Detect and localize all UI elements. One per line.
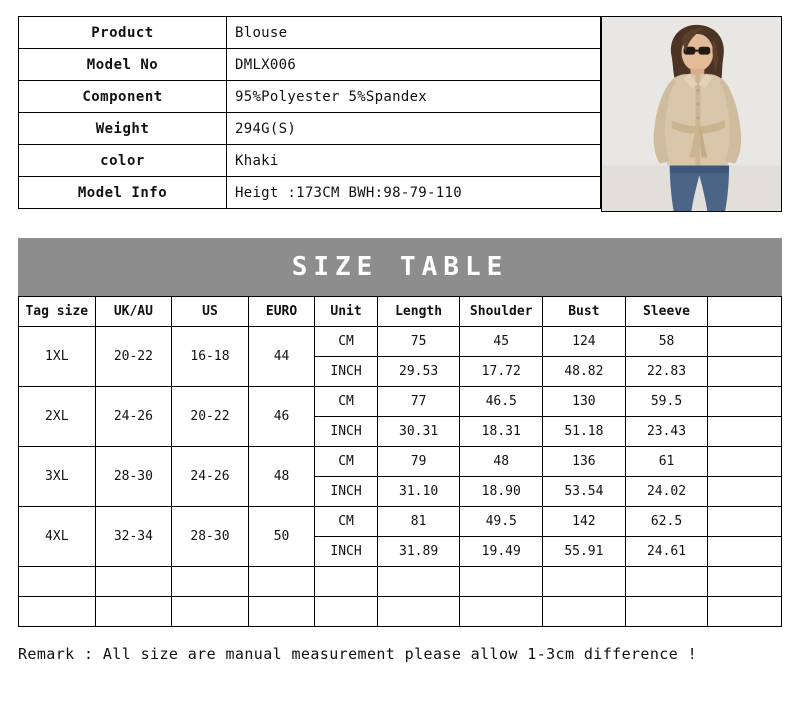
col-header-sleeve: Sleeve xyxy=(625,297,708,327)
col-header-bust: Bust xyxy=(543,297,626,327)
cell-sleeve: 22.83 xyxy=(625,357,708,387)
size-table-title: SIZE TABLE xyxy=(18,238,782,296)
cell-spare xyxy=(708,357,782,387)
cell-us: 20-22 xyxy=(172,387,249,447)
col-header-uk-au: UK/AU xyxy=(95,297,172,327)
cell-unit: CM xyxy=(315,387,377,417)
cell-bust: 53.54 xyxy=(543,477,626,507)
col-header-spare xyxy=(708,297,782,327)
model-photo-illustration xyxy=(602,17,781,211)
cell-length: 81 xyxy=(377,507,460,537)
cell-us: 24-26 xyxy=(172,447,249,507)
table-row xyxy=(19,387,782,417)
product-photo xyxy=(601,16,782,212)
col-header-length: Length xyxy=(377,297,460,327)
cell-blank xyxy=(95,597,172,627)
cell-blank xyxy=(708,597,782,627)
info-label: Model Info xyxy=(19,177,227,209)
cell-blank xyxy=(543,597,626,627)
cell-sleeve: 59.5 xyxy=(625,387,708,417)
cell-spare xyxy=(708,477,782,507)
cell-spare xyxy=(708,327,782,357)
table-row xyxy=(19,49,601,81)
cell-blank xyxy=(543,567,626,597)
table-row xyxy=(19,113,601,145)
cell-unit: INCH xyxy=(315,417,377,447)
cell-sleeve: 58 xyxy=(625,327,708,357)
table-row xyxy=(19,177,601,209)
cell-blank xyxy=(315,597,377,627)
cell-tag-size: 4XL xyxy=(19,507,96,567)
size-table-head xyxy=(19,297,782,327)
cell-length: 77 xyxy=(377,387,460,417)
cell-unit: CM xyxy=(315,327,377,357)
cell-tag-size: 2XL xyxy=(19,387,96,447)
cell-sleeve: 23.43 xyxy=(625,417,708,447)
cell-unit: CM xyxy=(315,507,377,537)
table-row xyxy=(19,145,601,177)
cell-bust: 142 xyxy=(543,507,626,537)
info-value: 95%Polyester 5%Spandex xyxy=(227,81,601,113)
table-row-blank xyxy=(19,567,782,597)
cell-spare xyxy=(708,417,782,447)
cell-blank xyxy=(625,567,708,597)
size-table xyxy=(18,296,782,627)
col-header-us: US xyxy=(172,297,249,327)
cell-sleeve: 61 xyxy=(625,447,708,477)
cell-shoulder: 17.72 xyxy=(460,357,543,387)
cell-shoulder: 18.90 xyxy=(460,477,543,507)
cell-blank xyxy=(625,597,708,627)
table-row-blank xyxy=(19,597,782,627)
size-table-body xyxy=(19,327,782,627)
info-label: color xyxy=(19,145,227,177)
cell-blank xyxy=(377,567,460,597)
cell-blank xyxy=(315,567,377,597)
col-header-shoulder: Shoulder xyxy=(460,297,543,327)
cell-uk-au: 32-34 xyxy=(95,507,172,567)
cell-blank xyxy=(95,567,172,597)
cell-shoulder: 18.31 xyxy=(460,417,543,447)
cell-blank xyxy=(172,567,249,597)
info-value: 294G(S) xyxy=(227,113,601,145)
cell-uk-au: 28-30 xyxy=(95,447,172,507)
cell-bust: 136 xyxy=(543,447,626,477)
cell-us: 28-30 xyxy=(172,507,249,567)
cell-euro: 48 xyxy=(248,447,315,507)
info-label: Product xyxy=(19,17,227,49)
cell-bust: 48.82 xyxy=(543,357,626,387)
cell-unit: INCH xyxy=(315,357,377,387)
cell-euro: 44 xyxy=(248,327,315,387)
info-label: Component xyxy=(19,81,227,113)
cell-length: 31.10 xyxy=(377,477,460,507)
col-header-tag-size: Tag size xyxy=(19,297,96,327)
cell-shoulder: 46.5 xyxy=(460,387,543,417)
cell-blank xyxy=(248,597,315,627)
table-row xyxy=(19,447,782,477)
cell-length: 29.53 xyxy=(377,357,460,387)
cell-blank xyxy=(460,567,543,597)
cell-bust: 124 xyxy=(543,327,626,357)
table-header-row xyxy=(19,297,782,327)
top-info-section xyxy=(18,16,782,216)
cell-unit: INCH xyxy=(315,477,377,507)
cell-length: 31.89 xyxy=(377,537,460,567)
cell-shoulder: 48 xyxy=(460,447,543,477)
col-header-euro: EURO xyxy=(248,297,315,327)
cell-sleeve: 62.5 xyxy=(625,507,708,537)
table-row xyxy=(19,327,782,357)
cell-euro: 50 xyxy=(248,507,315,567)
cell-bust: 51.18 xyxy=(543,417,626,447)
cell-shoulder: 45 xyxy=(460,327,543,357)
cell-sleeve: 24.02 xyxy=(625,477,708,507)
cell-spare xyxy=(708,447,782,477)
table-row xyxy=(19,81,601,113)
product-info-table xyxy=(18,16,601,209)
cell-shoulder: 19.49 xyxy=(460,537,543,567)
table-row xyxy=(19,507,782,537)
info-label: Model No xyxy=(19,49,227,81)
info-value: DMLX006 xyxy=(227,49,601,81)
info-value: Khaki xyxy=(227,145,601,177)
cell-blank xyxy=(460,597,543,627)
cell-blank xyxy=(19,597,96,627)
cell-bust: 130 xyxy=(543,387,626,417)
cell-spare xyxy=(708,537,782,567)
table-row xyxy=(19,17,601,49)
cell-spare xyxy=(708,387,782,417)
cell-spare xyxy=(708,507,782,537)
info-value: Heigt :173CM BWH:98-79-110 xyxy=(227,177,601,209)
cell-blank xyxy=(377,597,460,627)
cell-length: 79 xyxy=(377,447,460,477)
cell-uk-au: 20-22 xyxy=(95,327,172,387)
cell-tag-size: 1XL xyxy=(19,327,96,387)
info-label: Weight xyxy=(19,113,227,145)
product-info-body xyxy=(19,17,601,209)
cell-us: 16-18 xyxy=(172,327,249,387)
cell-sleeve: 24.61 xyxy=(625,537,708,567)
cell-unit: INCH xyxy=(315,537,377,567)
remark-text: Remark : All size are manual measurement please allow 1-3cm difference ! xyxy=(18,645,698,663)
cell-blank xyxy=(172,597,249,627)
col-header-unit: Unit xyxy=(315,297,377,327)
cell-blank xyxy=(248,567,315,597)
cell-shoulder: 49.5 xyxy=(460,507,543,537)
info-value: Blouse xyxy=(227,17,601,49)
cell-length: 75 xyxy=(377,327,460,357)
cell-uk-au: 24-26 xyxy=(95,387,172,447)
cell-unit: CM xyxy=(315,447,377,477)
cell-blank xyxy=(19,567,96,597)
cell-euro: 46 xyxy=(248,387,315,447)
cell-tag-size: 3XL xyxy=(19,447,96,507)
cell-blank xyxy=(708,567,782,597)
cell-bust: 55.91 xyxy=(543,537,626,567)
cell-length: 30.31 xyxy=(377,417,460,447)
